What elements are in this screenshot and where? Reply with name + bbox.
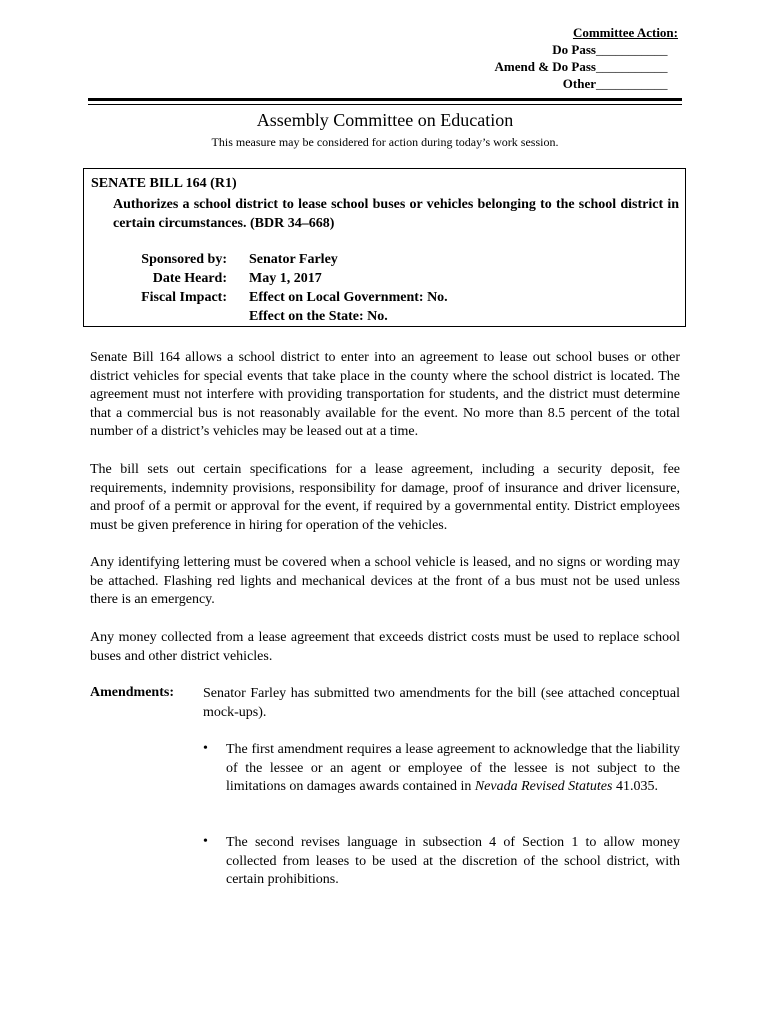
bill-title: SENATE BILL 164 (R1) bbox=[91, 176, 237, 191]
bill-description: Authorizes a school district to lease school buses or vehicles belonging to the school district in certain circumstances. (BDR 34–668) bbox=[113, 197, 679, 231]
amendment-item-1 bbox=[226, 741, 680, 797]
amendment-item-2: The second revises language in subsection 4 of Section 1 to allow money collected from leases to be used at the discretion of the school district, with certain prohibitions. bbox=[226, 835, 680, 887]
amendments-label: Amendments: bbox=[90, 685, 174, 700]
amendment-1-text: The first amendment requires a lease agreement to acknowledge that the liability of the lessee or an agent or employee of the lessee is not subject to the limitations on damages awards contained in bbox=[226, 742, 680, 794]
amendment-1-citation: Nevada Revised Statutes bbox=[474, 779, 613, 794]
body-paragraph: Any money collected from a lease agreement that exceeds district costs must be used to replace school buses and other district vehicles. bbox=[90, 630, 680, 664]
fiscal-impact-label: Fiscal Impact: bbox=[141, 290, 227, 305]
action-label: Other bbox=[562, 76, 596, 91]
bullet-icon: • bbox=[203, 741, 208, 756]
header-divider-thin bbox=[88, 104, 682, 105]
action-label: Do Pass bbox=[552, 42, 596, 57]
committee-name: Assembly Committee on Education bbox=[256, 110, 514, 130]
header-divider-thick bbox=[88, 98, 682, 101]
fiscal-impact-state: Effect on the State: No. bbox=[249, 309, 388, 324]
committee-action-heading: Committee Action: bbox=[572, 25, 678, 40]
action-row-other bbox=[495, 75, 678, 92]
fiscal-impact-local: Effect on Local Government: No. bbox=[249, 290, 448, 305]
sponsored-by-value: Senator Farley bbox=[249, 252, 338, 267]
sponsored-by-label: Sponsored by: bbox=[141, 252, 227, 267]
date-heard-value: May 1, 2017 bbox=[249, 271, 322, 286]
body-paragraph: The bill sets out certain specifications for a lease agreement, including a security deposit, fee requirements, indemnity provisions, responsibility for damage, proof of insurance and driver licensure, and proof of a permit or approval for the event, if required by a governmental entity. District employees must be given preference in hiring for operation of the vehicles. bbox=[90, 462, 680, 533]
bullet-icon: • bbox=[203, 834, 208, 849]
action-blank: ___________ bbox=[596, 42, 668, 57]
date-heard-label: Date Heard: bbox=[152, 271, 227, 286]
bill-summary-box bbox=[83, 168, 686, 327]
amendment-1-suffix: 41.035. bbox=[612, 779, 658, 794]
action-label: Amend & Do Pass bbox=[494, 59, 596, 74]
action-row-amend-do-pass bbox=[495, 58, 678, 75]
action-blank: ___________ bbox=[596, 59, 668, 74]
action-blank: ___________ bbox=[596, 76, 668, 91]
action-row-do-pass bbox=[495, 41, 678, 58]
bill-details bbox=[84, 250, 685, 326]
body-paragraph: Any identifying lettering must be covered when a school vehicle is leased, and no signs or wording may be attached. Flashing red lights and mechanical devices at the front of a bus must not be used unless there is an emergency. bbox=[90, 555, 680, 607]
amendments-intro: Senator Farley has submitted two amendments for the bill (see attached conceptual mock-ups). bbox=[203, 686, 680, 720]
committee-action-block bbox=[495, 24, 678, 92]
work-session-notice: This measure may be considered for action during today’s work session. bbox=[211, 135, 559, 149]
body-paragraph: Senate Bill 164 allows a school district to enter into an agreement to lease out school buses or other district vehicles for special events that take place in the county where the school district is located. The agreement must not interfere with providing transportation for students, and the district must determine that a commercial bus is not reasonably available for the event. No more than 8.5 percent of the total number of a district’s vehicles may be leased out at a time. bbox=[90, 350, 680, 439]
